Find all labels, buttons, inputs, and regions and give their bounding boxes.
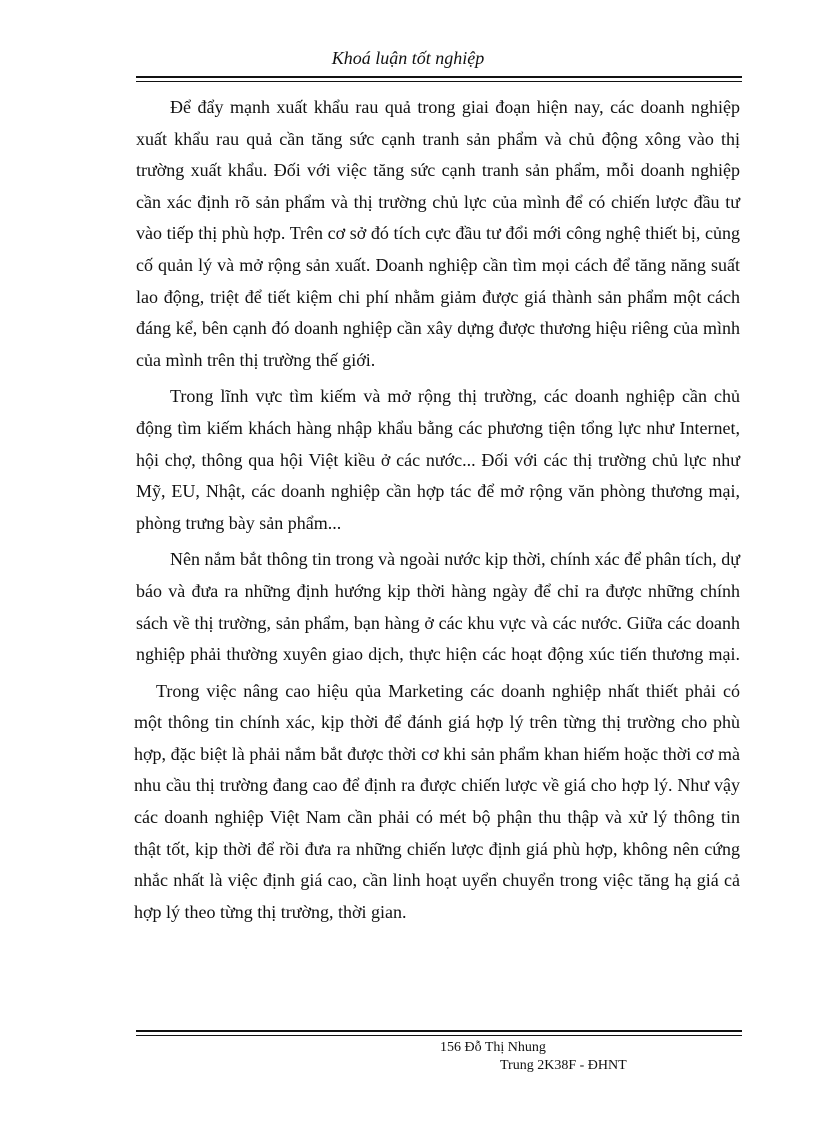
- footer-divider: [136, 1030, 742, 1036]
- page-header-title: Khoá luận tốt nghiệp: [331, 48, 485, 68]
- footer-class-info: Trung 2K38F - ĐHNT: [500, 1058, 627, 1073]
- paragraph-2: Trong lĩnh vực tìm kiếm và mở rộng thị trường, các doanh nghiệp cần chủ động tìm kiếm khách hàng nhập khẩu bằng các phương tiện tổng lực như Internet, hội chợ, thông qua hội Việt kiều ở các nước... Đối với các thị trường chủ lực như Mỹ, EU, Nhật, các doanh nghiệp cần hợp tác để mở rộng văn phòng thương mại, phòng trưng bày sản phẩm...: [136, 386, 740, 533]
- footer-page-author: 156 Đỗ Thị Nhung: [440, 1040, 546, 1055]
- header-divider: [136, 76, 742, 82]
- paragraph-4: Trong việc nâng cao hiệu qủa Marketing các doanh nghiệp nhất thiết phải có một thông tin chính xác, kịp thời để đánh giá hợp lý trên từng thị trường cho phù hợp, đặc biệt là phải nắm bắt được thời cơ khi sản phẩm khan hiếm hoặc thời cơ mà nhu cầu thị trường đang cao để định ra được chiến lược về giá cho hợp lý. Như vậy các doanh nghiệp Việt Nam cần phải có mét bộ phận thu thập và xử lý thông tin thật tốt, kịp thời để rồi đưa ra những chiến lược định giá phù hợp, không nên cứng nhắc nhất là việc định giá cao, cần linh hoạt uyển chuyển trong việc tăng hạ giá cả hợp lý theo từng thị trường, thời gian.: [134, 680, 740, 922]
- paragraph-3: Nên nắm bắt thông tin trong và ngoài nước kịp thời, chính xác để phân tích, dự báo và đưa ra những định hướng kịp thời hàng ngày để chỉ ra được những chính sách về thị trường, sản phẩm, bạn hàng ở các khu vực và các nước. Giữa các doanh nghiệp phải thường xuyên giao dịch, thực hiện các hoạt động xúc tiến thương mại.: [136, 549, 740, 665]
- paragraph-1: Để đẩy mạnh xuất khẩu rau quả trong giai đoạn hiện nay, các doanh nghiệp xuất khẩu rau quả cần tăng sức cạnh tranh sản phẩm và chủ động xông vào thị trường xuất khẩu. Đối với việc tăng sức cạnh tranh sản phẩm, mỗi doanh nghiệp cần xác định rõ sản phẩm và thị trường chủ lực của mình để có chiến lược đầu tư vào tiếp thị phù hợp. Trên cơ sở đó tích cực đầu tư đổi mới công nghệ thiết bị, củng cố quản lý và mở rộng sản xuất. Doanh nghiệp cần tìm mọi cách để tăng năng suất lao động, triệt để tiết kiệm chi phí nhằm giảm được giá thành sản phẩm một cách đáng kể, bên cạnh đó doanh nghiệp cần xây dựng được thương hiệu riêng của mình của mình trên thị trường thế giới.: [136, 97, 740, 370]
- document-body: [136, 92, 740, 928]
